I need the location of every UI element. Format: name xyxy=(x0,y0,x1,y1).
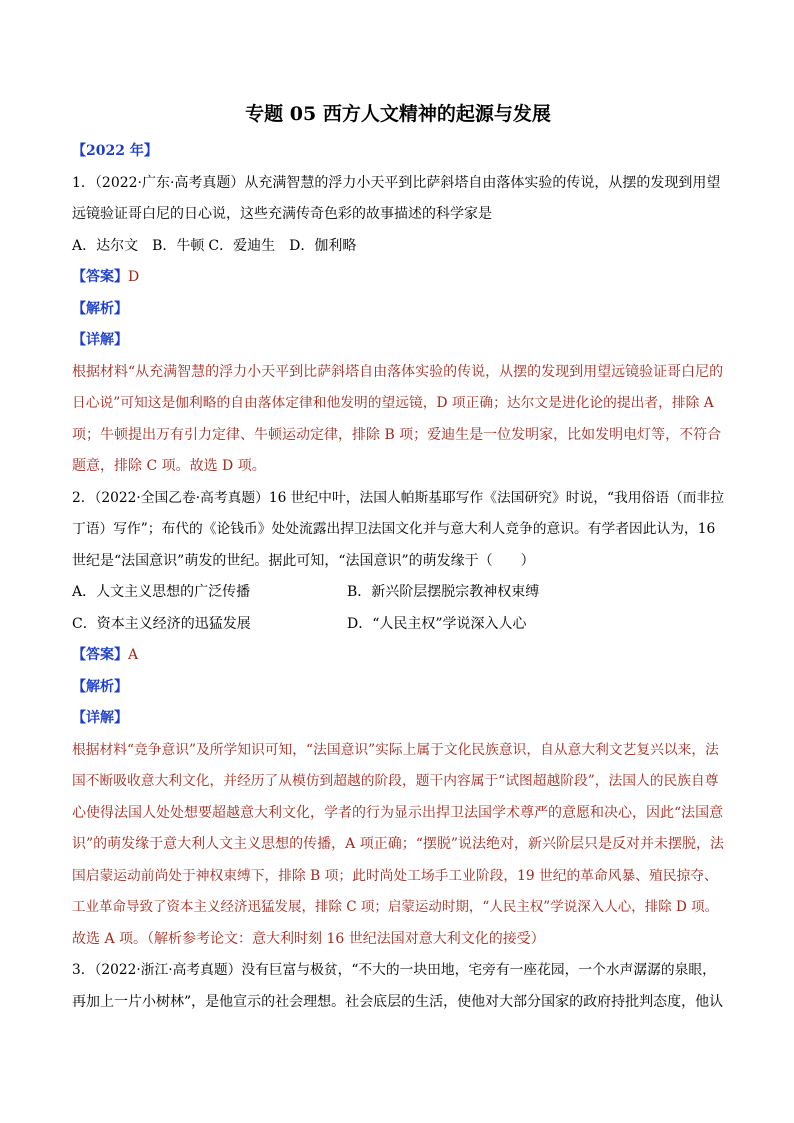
question-2-stem-line: 世纪是“法国意识”萌发的世纪。据此可知，“法国意识”的萌发缘于（ ） xyxy=(72,552,535,569)
option-b: B．新兴阶层摆脱宗教神权束缚 xyxy=(347,584,540,600)
option-c: C．爱迪生 xyxy=(208,237,276,254)
question-3 xyxy=(72,955,724,1018)
explanation-line: 故选 A 项。（解析参考论文：意大利时刻 16 世纪法国对意大利文化的接受） xyxy=(72,930,545,947)
explanation-line: 根据材料“竞争意识”及所学知识可知，“法国意识”实际上属于文化民族意识，自从意大利文艺复兴以来，法 xyxy=(72,741,719,758)
option-d: D．“人民主权”学说深入人心 xyxy=(347,615,527,632)
question-1-answer xyxy=(72,262,724,294)
detail-label: 【详解】 xyxy=(72,710,128,726)
question-1 xyxy=(72,168,724,483)
question-3-stem-line: 3．（2022·浙江·高考真题）没有巨富与极贫，“不大的一块田地，宅旁有一座花园，一个水声潺潺的泉眼， xyxy=(72,962,716,978)
question-1-explanation xyxy=(72,357,724,483)
option-b: B．牛顿 xyxy=(152,237,205,254)
question-2-explanation xyxy=(72,735,724,956)
explanation-line: 心使得法国人处处想要超越意大利文化，学者的行为显示出捍卫法国学术尊严的意愿和决心，因此“法国意 xyxy=(72,804,724,821)
explanation-line: 国启蒙运动前尚处于神权束缚下，排除 B 项；此时尚处工场手工业阶段，19 世纪的革命风暴、殖民掠夺、 xyxy=(72,867,718,884)
option-a: A．达尔文 xyxy=(72,237,139,254)
analysis-label: 【解析】 xyxy=(72,300,128,317)
analysis-label: 【解析】 xyxy=(72,678,128,695)
explanation-line: 工业革命导致了资本主义经济迅猛发展，排除 C 项；启蒙运动时期，“人民主权”学说深入人心，排除 D 项。 xyxy=(72,899,719,915)
question-1-options xyxy=(72,231,724,263)
question-3-stem-line: 再加上一片小树林”，是他宣示的社会理想。社会底层的生活，使他对大部分国家的政府持批判态度，他认 xyxy=(72,993,724,1010)
answer-value: D xyxy=(128,269,140,285)
explanation-line: 国不断吸收意大利文化，并经历了从模仿到超越的阶段，题干内容属于“试图超越阶段”，法国人的民族自尊 xyxy=(72,773,719,789)
answer-label: 【答案】 xyxy=(72,269,128,285)
explanation-line: 项；牛顿提出万有引力定律、牛顿运动定律，排除 B 项；爱迪生是一位发明家，比如发明电灯等，不符合 xyxy=(72,426,722,443)
explanation-line: 题意，排除 C 项。故选 D 项。 xyxy=(72,458,266,474)
question-2-answer xyxy=(72,640,724,672)
explanation-line: 识”的萌发缘于意大利人文主义思想的传播，A 项正确；“摆脱”说法绝对，新兴阶层只是反对并未摆脱，法 xyxy=(72,836,725,852)
question-1-stem-line-2: 远镜验证哥白尼的日心说，这些充满传奇色彩的故事描述的科学家是 xyxy=(72,206,492,222)
question-2-options-row-1 xyxy=(72,577,724,609)
detail-label: 【详解】 xyxy=(72,332,128,348)
option-d: D．伽利略 xyxy=(289,237,357,254)
answer-label: 【答案】 xyxy=(72,647,128,663)
question-2-stem-line: 丁语）写作”；布代的《论钱币》处处流露出捍卫法国文化并与意大利人竞争的意识。有学者因此认为，16 xyxy=(72,521,716,537)
question-2 xyxy=(72,483,724,956)
answer-value: A xyxy=(128,647,139,663)
document-page xyxy=(72,100,724,1018)
explanation-line: 日心说”可知这是伽利略的自由落体定律和他发明的望远镜，D 项正确；达尔文是进化论的提出者，排除 A xyxy=(72,395,714,411)
option-c: C．资本主义经济的迅猛发展 xyxy=(72,615,251,632)
question-1-stem-line-1: 1．（2022·广东·高考真题）从充满智慧的浮力小天平到比萨斜塔自由落体实验的传说，从摆的发现到用望 xyxy=(72,174,721,191)
question-2-options-row-2 xyxy=(72,609,724,641)
page-title: 专题 05 西方人文精神的起源与发展 xyxy=(245,103,551,125)
question-2-stem-line: 2．（2022·全国乙卷·高考真题）16 世纪中叶，法国人帕斯基耶写作《法国研究》时说，“我用俗语（而非拉 xyxy=(72,489,725,506)
option-a: A．人文主义思想的广泛传播 xyxy=(72,584,251,600)
year-tag: 【2022 年】 xyxy=(72,143,158,159)
explanation-line: 根据材料“从充满智慧的浮力小天平到比萨斜塔自由落体实验的传说，从摆的发现到用望远镜验证哥白尼的 xyxy=(72,363,724,380)
